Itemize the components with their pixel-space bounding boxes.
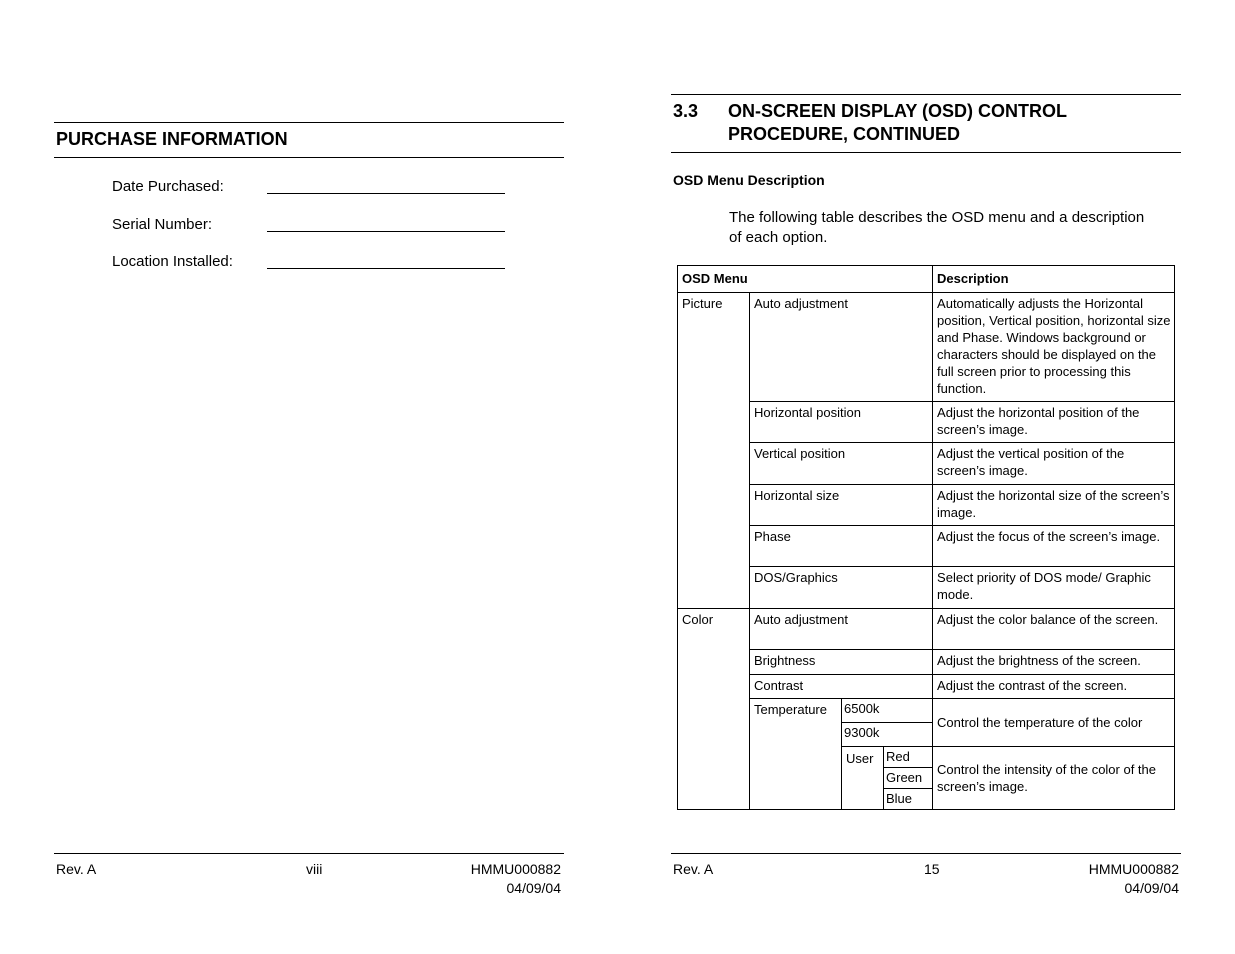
date-purchased-field[interactable] [267, 193, 505, 194]
menu-description: Adjust the vertical position of the screen’s image. [933, 443, 1175, 485]
title-rule-bottom [54, 157, 564, 158]
table-row [678, 675, 1175, 699]
user-description: Control the intensity of the color of the screen’s image. [933, 747, 1175, 810]
location-installed-field[interactable] [267, 268, 505, 269]
menu-item: Contrast [750, 675, 933, 699]
footer-date: 04/09/04 [506, 880, 561, 896]
menu-description: Adjust the horizontal size of the screen’s image. [933, 485, 1175, 526]
menu-item: Horizontal position [750, 402, 933, 443]
menu-item: Auto adjustment [750, 293, 933, 402]
purchase-info-title: PURCHASE INFORMATION [56, 129, 288, 149]
date-purchased-label: Date Purchased: [112, 178, 224, 195]
user-green: Green [884, 768, 933, 789]
category-color: Color [678, 609, 750, 810]
footer-rule [54, 853, 564, 854]
table-row [678, 699, 1175, 723]
temperature-description: Control the temperature of the color [933, 699, 1175, 747]
menu-description: Adjust the focus of the screen’s image. [933, 526, 1175, 567]
table-row [678, 650, 1175, 675]
menu-description: Adjust the contrast of the screen. [933, 675, 1175, 699]
table-row [678, 443, 1175, 485]
menu-item: Auto adjustment [750, 609, 933, 650]
serial-number-label: Serial Number: [112, 216, 213, 233]
serial-number-field[interactable] [267, 231, 505, 232]
user-option: User [842, 747, 884, 810]
section-title-line2: PROCEDURE, CONTINUED [728, 124, 961, 144]
temperature-option-6500k: 6500k [842, 699, 933, 723]
category-picture: Picture [678, 293, 750, 609]
header-osd-menu: OSD Menu [678, 266, 933, 293]
table-row [678, 526, 1175, 567]
menu-item: Brightness [750, 650, 933, 675]
header-description: Description [933, 266, 1175, 293]
menu-item: Horizontal size [750, 485, 933, 526]
menu-description: Adjust the horizontal position of the screen’s image. [933, 402, 1175, 443]
subheading: OSD Menu Description [673, 172, 825, 188]
footer-rev: Rev. A [673, 861, 714, 877]
footer-date: 04/09/04 [1124, 880, 1179, 896]
user-red: Red [884, 747, 933, 768]
section-rule-top [671, 94, 1181, 95]
menu-description: Adjust the brightness of the screen. [933, 650, 1175, 675]
section-number: 3.3 [673, 101, 699, 121]
table-row [678, 485, 1175, 526]
footer-doc-number: HMMU000882 [1088, 861, 1179, 877]
table-row [678, 609, 1175, 650]
intro-line-1: The following table describes the OSD menu and a description [729, 209, 1145, 226]
footer-rev: Rev. A [56, 861, 97, 877]
temperature-option-9300k: 9300k [842, 723, 933, 747]
menu-item: Phase [750, 526, 933, 567]
section-title-line1: ON-SCREEN DISPLAY (OSD) CONTROL [728, 101, 1068, 121]
footer-page-number: viii [306, 861, 323, 877]
menu-item: DOS/Graphics [750, 567, 933, 609]
footer-rule [671, 853, 1181, 854]
footer-doc-number: HMMU000882 [470, 861, 561, 877]
osd-menu-table [677, 265, 1175, 810]
menu-description: Adjust the color balance of the screen. [933, 609, 1175, 650]
user-blue: Blue [884, 789, 933, 810]
section-rule-bottom [671, 152, 1181, 153]
menu-item-temperature: Temperature [750, 699, 842, 810]
table-row [678, 567, 1175, 609]
location-installed-label: Location Installed: [112, 253, 233, 270]
footer-page-number: 15 [924, 861, 940, 877]
intro-line-2: of each option. [729, 229, 828, 246]
menu-item: Vertical position [750, 443, 933, 485]
title-rule-top [54, 122, 564, 123]
table-row [678, 293, 1175, 402]
menu-description: Automatically adjusts the Horizontal position, Vertical position, horizontal size and Phase. Windows background or characters should be displayed on the full screen prior to processing this function. [933, 293, 1175, 402]
table-header-row [678, 266, 1175, 293]
table-row [678, 402, 1175, 443]
menu-description: Select priority of DOS mode/ Graphic mode. [933, 567, 1175, 609]
